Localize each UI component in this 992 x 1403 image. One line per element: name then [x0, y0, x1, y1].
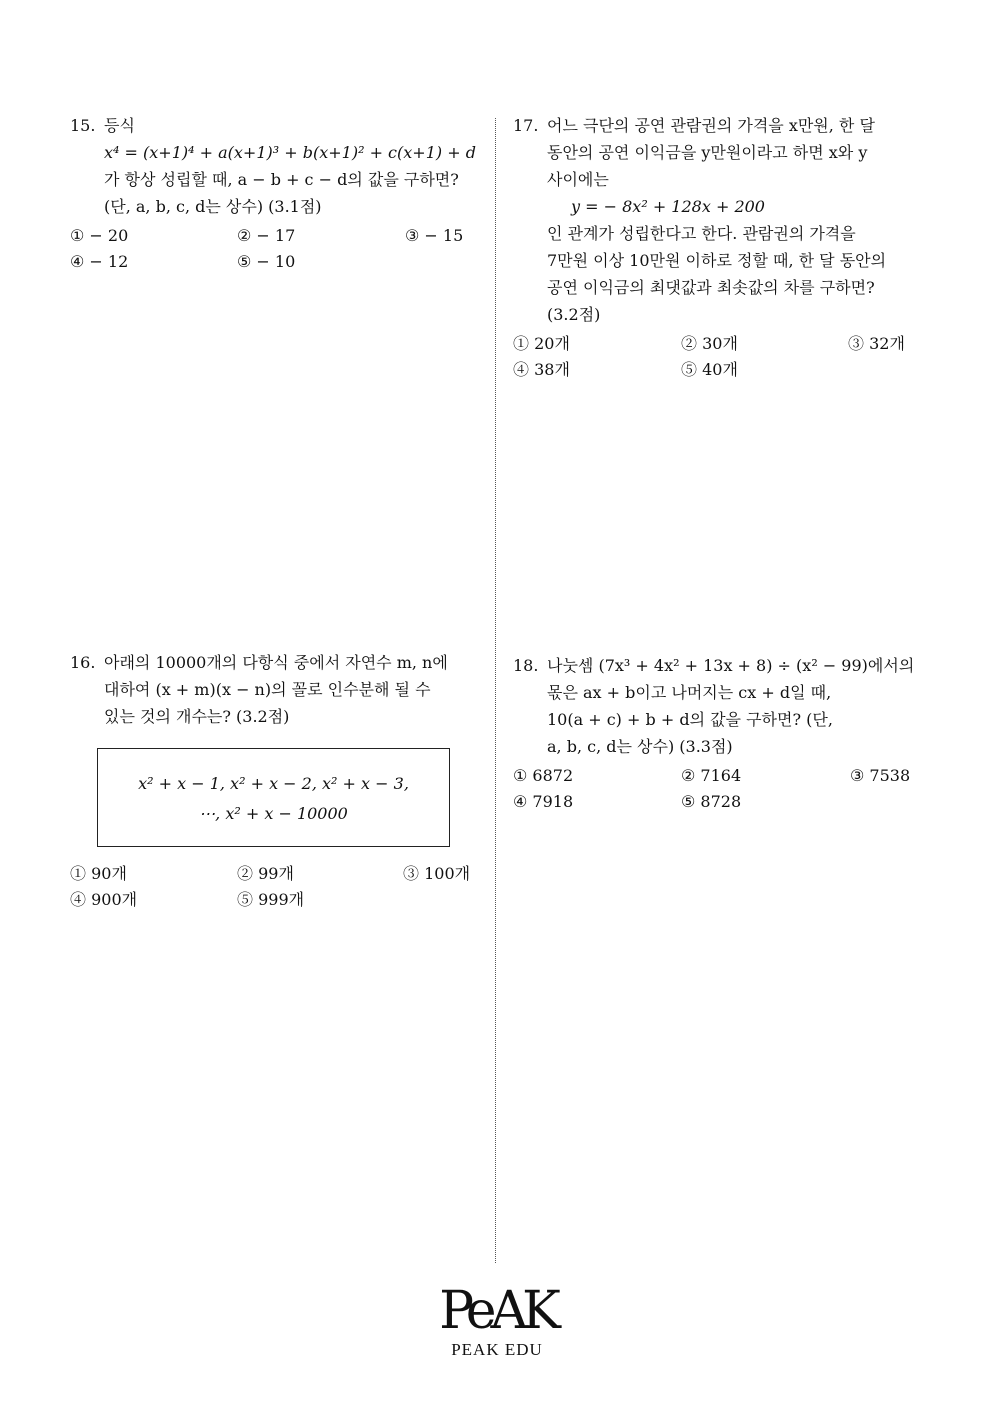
question-number: 16.: [70, 653, 96, 672]
question-15: [70, 112, 476, 276]
question-number: 17.: [513, 116, 539, 135]
choice-5[interactable]: ⑤ 40개: [681, 360, 738, 379]
question-text: 아래의 10000개의 다항식 중에서 자연수 m, n에: [104, 653, 448, 672]
question-text: 사이에는: [547, 170, 609, 189]
question-text: 10(a + c) + b + d의 값을 구하면? (단,: [547, 710, 833, 729]
choice-3[interactable]: ③ − 15: [405, 226, 464, 245]
polynomial-box: [97, 748, 450, 847]
equation: x⁴ = (x+1)⁴ + a(x+1)³ + b(x+1)² + c(x+1) + d: [104, 143, 476, 162]
choice-1[interactable]: ① 6872: [513, 766, 574, 785]
box-line-1: x² + x − 1, x² + x − 2, x² + x − 3,: [138, 774, 409, 793]
question-18: [513, 652, 933, 816]
question-number: 18.: [513, 656, 539, 675]
choice-5[interactable]: ⑤ 8728: [681, 792, 742, 811]
logo-text: PEAK EDU: [451, 1340, 543, 1359]
equation: y = − 8x² + 128x + 200: [571, 197, 765, 216]
choice-1[interactable]: ① 20개: [513, 334, 570, 353]
question-text: 동안의 공연 이익금을 y만원이라고 하면 x와 y: [547, 143, 868, 162]
choice-2[interactable]: ② − 17: [237, 226, 296, 245]
choice-3[interactable]: ③ 32개: [848, 334, 905, 353]
choices: [70, 860, 490, 914]
peak-logo: [432, 1282, 562, 1360]
question-title: 등식: [104, 116, 135, 135]
choices: [513, 330, 933, 384]
question-text: 공연 이익금의 최댓값과 최솟값의 차를 구하면?: [547, 278, 875, 297]
question-text: a, b, c, d는 상수) (3.3점): [547, 737, 733, 756]
choice-4[interactable]: ④ 900개: [70, 890, 138, 909]
choice-2[interactable]: ② 30개: [681, 334, 738, 353]
question-text: (단, a, b, c, d는 상수) (3.1점): [104, 197, 322, 216]
choice-5[interactable]: ⑤ − 10: [237, 252, 296, 271]
question-text: 인 관계가 성립한다고 한다. 관람권의 가격을: [547, 224, 856, 243]
choice-5[interactable]: ⑤ 999개: [237, 890, 305, 909]
question-text: 가 항상 성립할 때, a − b + c − d의 값을 구하면?: [104, 170, 459, 189]
question-text: (3.2점): [547, 305, 601, 324]
choice-4[interactable]: ④ 38개: [513, 360, 570, 379]
choice-3[interactable]: ③ 100개: [403, 864, 471, 883]
column-divider: [495, 118, 496, 1263]
question-text: 대하여 (x + m)(x − n)의 꼴로 인수분해 될 수: [104, 680, 431, 699]
choice-2[interactable]: ② 7164: [681, 766, 742, 785]
box-line-2: ⋯, x² + x − 10000: [199, 804, 348, 823]
question-16: [70, 649, 490, 914]
choice-1[interactable]: ① − 20: [70, 226, 129, 245]
choices: [513, 762, 933, 816]
question-number: 15.: [70, 116, 96, 135]
choice-4[interactable]: ④ − 12: [70, 252, 129, 271]
choices: [70, 222, 476, 276]
choice-2[interactable]: ② 99개: [237, 864, 294, 883]
question-17: [513, 112, 933, 384]
question-text: 몫은 ax + b이고 나머지는 cx + d일 때,: [547, 683, 832, 702]
choice-1[interactable]: ① 90개: [70, 864, 127, 883]
question-text: 어느 극단의 공연 관람권의 가격을 x만원, 한 달: [547, 116, 875, 135]
question-text: 있는 것의 개수는? (3.2점): [104, 707, 290, 726]
choice-4[interactable]: ④ 7918: [513, 792, 574, 811]
question-text: 7만원 이상 10만원 이하로 정할 때, 한 달 동안의: [547, 251, 887, 270]
logo-mark: PeAK: [439, 1281, 555, 1341]
question-text: 나눗셈 (7x³ + 4x² + 13x + 8) ÷ (x² − 99)에서의: [547, 656, 915, 675]
choice-3[interactable]: ③ 7538: [850, 766, 911, 785]
